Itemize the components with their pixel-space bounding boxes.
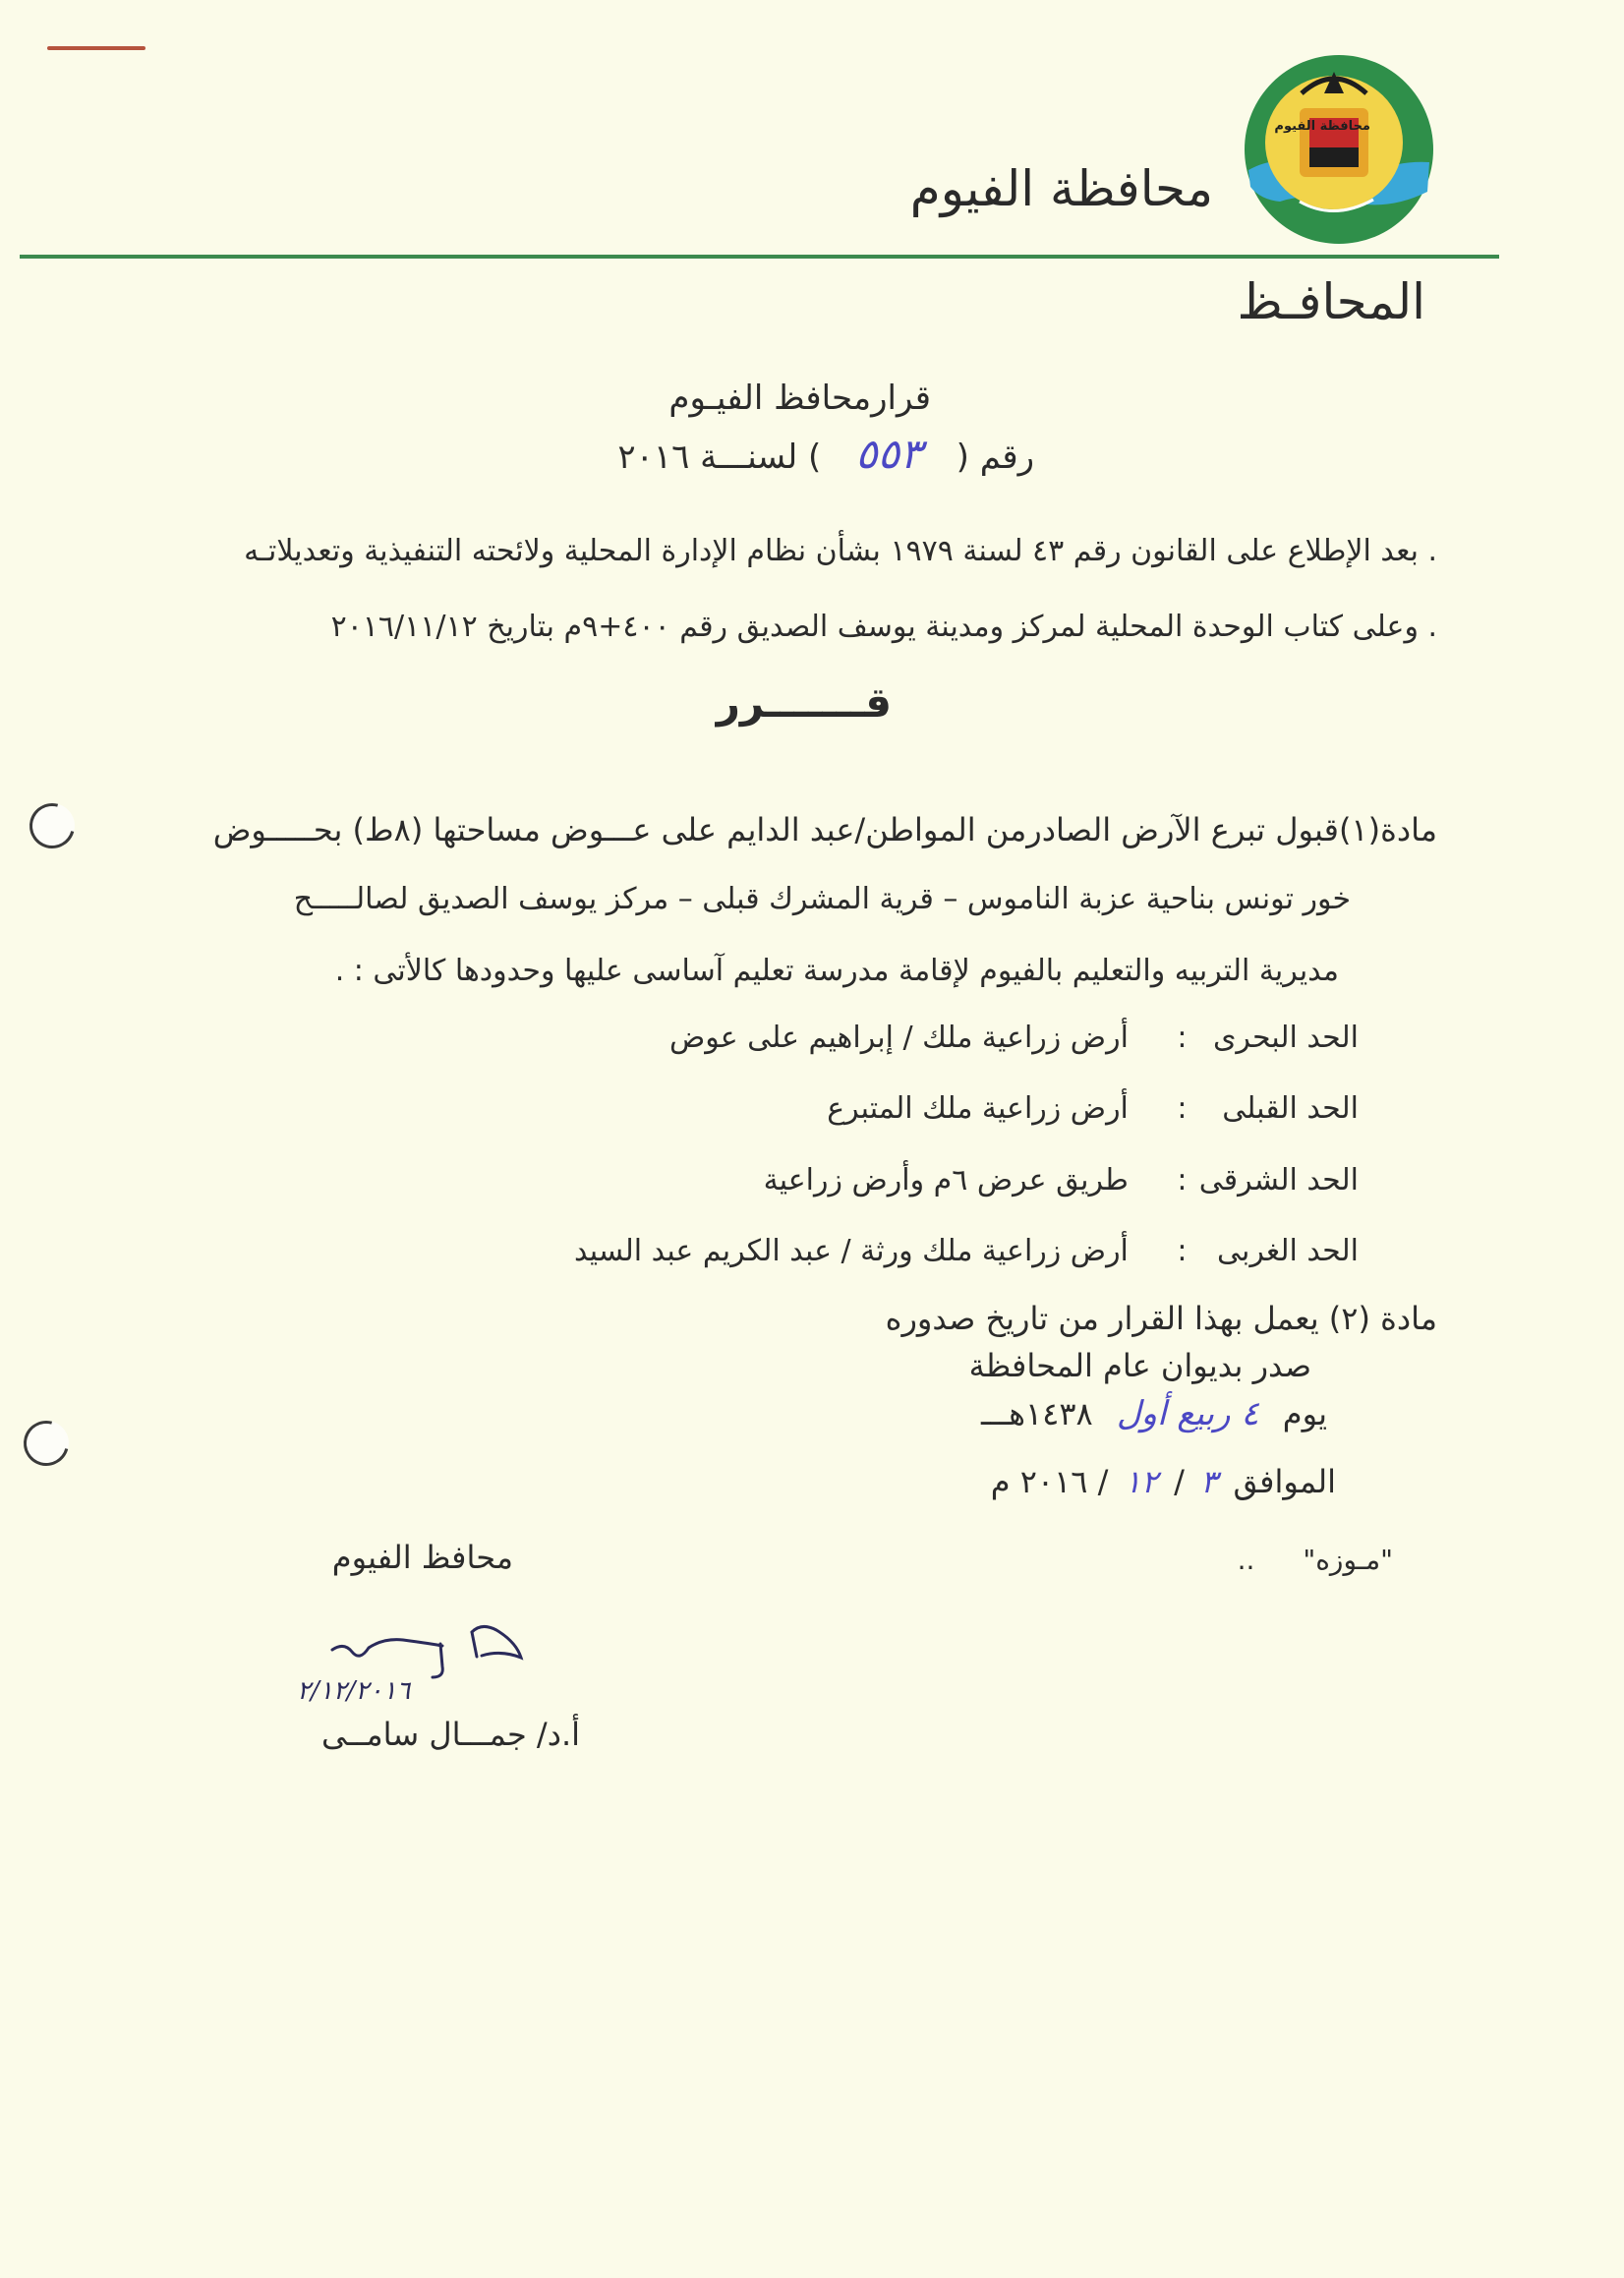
- distribution-text: "مـوزه": [1303, 1544, 1393, 1576]
- corresponding-prefix: الموافق: [1233, 1463, 1336, 1500]
- boundary-west: [574, 1234, 1359, 1268]
- issued-at: صدر بديوان عام المحافظة: [968, 1347, 1311, 1384]
- seal-text: محافظة الفيوم: [1274, 119, 1370, 134]
- boundary-label: الحد البحرى: [1212, 1021, 1359, 1055]
- greg-day-handwritten: ٣: [1200, 1463, 1218, 1500]
- decree-number-handwritten: ٥٥٣: [855, 430, 922, 478]
- boundary-separator: :: [1177, 1021, 1188, 1055]
- office-title: المحافـظ: [1237, 273, 1425, 330]
- day-prefix: يوم: [1282, 1395, 1327, 1432]
- signatory-name: أ.د/ جمـــال سامــى: [321, 1716, 580, 1753]
- governorate-name: محافظة الفيوم: [909, 160, 1213, 217]
- signature-title: محافظ الفيوم: [331, 1539, 513, 1576]
- distribution-label: [1238, 1544, 1393, 1576]
- punch-hole-lower: [16, 1413, 78, 1475]
- article-1-line-3: مديرية التربيه والتعليم بالفيوم لإقامة مدرسة تعليم آساسى عليها وحدودها كالأتى : .: [334, 954, 1339, 988]
- boundary-north: [669, 1021, 1359, 1055]
- article-1-line-1: مادة(١)قبول تبرع الآرض الصادرمن المواطن/عبد الدايم على عـــوض مساحتها (٨ط) بحـــــوض: [212, 811, 1437, 848]
- boundary-label: الحد الشرقى: [1198, 1163, 1359, 1197]
- decree-number-prefix: رقم (: [956, 438, 1034, 477]
- issuance-day-line: [981, 1394, 1327, 1433]
- article-1-line-2: خور تونس بناحية عزبة الناموس – قرية المشرك قبلى – مركز يوسف الصديق لصالـــــح: [293, 882, 1351, 916]
- boundary-south: [827, 1091, 1359, 1126]
- boundary-value: أرض زراعية ملك ورثة / عبد الكريم عبد السيد: [574, 1234, 1129, 1268]
- decides-heading: قـــــــرر: [716, 678, 892, 727]
- boundary-value: أرض زراعية ملك / إبراهيم على عوض: [668, 1021, 1129, 1055]
- boundary-value: أرض زراعية ملك المتبرع: [827, 1091, 1129, 1126]
- boundary-separator: :: [1177, 1163, 1188, 1197]
- hijri-year: ١٤٣٨هـــ: [980, 1395, 1093, 1432]
- signature-date-handwritten: ٢/١٢/٢٠١٦: [297, 1676, 411, 1706]
- punch-hole-upper: [22, 795, 84, 857]
- decree-title: قرارمحافظ الفيـوم: [668, 379, 931, 418]
- preamble-line-1: . بعد الإطلاع على القانون رقم ٤٣ لسنة ١٩٧٩ بشأن نظام الإدارة المحلية ولائحته التنفيذية وتعديلاتـه: [244, 534, 1437, 568]
- greg-month-handwritten: ١٢: [1124, 1463, 1158, 1500]
- greg-year: / ٢٠١٦ م: [990, 1463, 1109, 1500]
- decree-number-suffix: ) لسنـــة ٢٠١٦: [617, 438, 822, 477]
- boundary-value: طريق عرض ٦م وأرض زراعية: [763, 1163, 1129, 1197]
- red-mark: [47, 46, 145, 50]
- hijri-date-handwritten: ٤ ربيع أول: [1116, 1394, 1259, 1433]
- preamble-line-2: . وعلى كتاب الوحدة المحلية لمركز ومدينة يوسف الصديق رقم ٤٠٠+٩م بتاريخ ٢٠١٦/١١/١٢: [330, 610, 1437, 644]
- boundary-separator: :: [1177, 1091, 1188, 1126]
- boundary-east: [764, 1163, 1359, 1197]
- governorate-emblem: [1241, 54, 1437, 246]
- header-divider: [20, 255, 1499, 259]
- article-2-line: مادة (٢) يعمل بهذا القرار من تاريخ صدوره: [885, 1300, 1437, 1337]
- boundary-label: الحد القبلى: [1222, 1091, 1359, 1126]
- distribution-dots: ..: [1237, 1544, 1255, 1576]
- decree-number-line: [617, 430, 1034, 478]
- boundary-label: الحد الغربى: [1217, 1234, 1359, 1268]
- issuance-corresponding-line: الموافق ٣ / ١٢ / ٢٠١٦ م: [990, 1463, 1336, 1500]
- boundary-separator: :: [1177, 1234, 1188, 1268]
